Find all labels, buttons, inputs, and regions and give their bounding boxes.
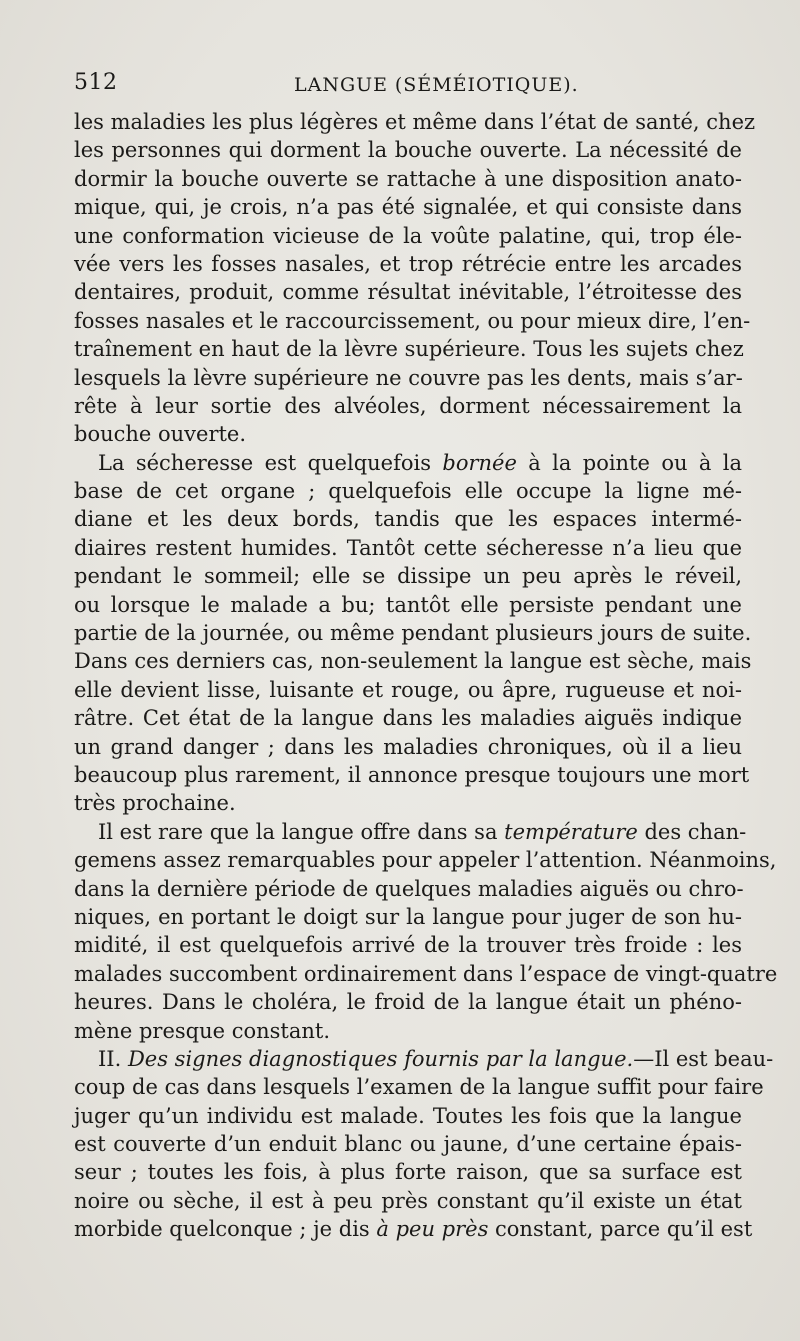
text-line: coup de cas dans lesquels l’examen de la langue suffit pour faire: [74, 1075, 764, 1100]
text-line: bouche ouverte.: [74, 422, 247, 447]
section-heading-italic: Des signes diagnostiques fournis par la langue.: [127, 1046, 634, 1071]
text-line: beaucoup plus rarement, il annonce presque toujours une mort: [74, 762, 750, 787]
text-line: midité, il est quelquefois arrivé de la trouver très froide : les: [74, 933, 742, 958]
running-title-main: LANGUE: [294, 74, 389, 96]
text-line: les maladies les plus légères et même dans l’état de santé, chez: [74, 110, 756, 134]
text-line: heures. Dans le choléra, le froid de la langue était un phéno-: [74, 990, 742, 1015]
text-line: vée vers les fosses nasales, et trop rétrécie entre les arcades: [74, 251, 742, 276]
italic-text: température: [504, 819, 638, 844]
text-line: gemens assez remarquables pour appeler l’attention. Néanmoins,: [74, 848, 777, 873]
text-line: pendant le sommeil; elle se dissipe un peu après le réveil,: [74, 564, 742, 589]
text-line: ou lorsque le malade a bu; tantôt elle persiste pendant une: [74, 592, 742, 617]
running-title: [294, 72, 579, 96]
text-line: est couverte d’un enduit blanc ou jaune, d’une certaine épais-: [74, 1132, 742, 1157]
italic-text: bornée: [442, 450, 517, 475]
text-line: mique, qui, je crois, n’a pas été signalée, et qui consiste dans: [74, 195, 742, 220]
text-line: morbide quelconque ; je dis à peu près constant, parce qu’il est: [74, 1217, 753, 1242]
paragraph-start-line: Il est rare que la langue offre dans sa température des chan-: [98, 819, 747, 844]
text-line: diaires restent humides. Tantôt cette sécheresse n’a lieu que: [74, 535, 742, 560]
page-header: [74, 70, 744, 102]
text-line: juger qu’un individu est malade. Toutes les fois que la langue: [74, 1103, 742, 1128]
text-line: traînement en haut de la lèvre supérieure. Tous les sujets chez: [74, 337, 744, 362]
text-line: noire ou sèche, il est à peu près constant qu’il existe un état: [74, 1188, 742, 1213]
text-line: mène presque constant.: [74, 1018, 331, 1043]
italic-text: à peu près: [376, 1217, 489, 1242]
text-line: fosses nasales et le raccourcissement, ou pour mieux dire, l’en-: [74, 308, 751, 333]
text-line: une conformation vicieuse de la voûte palatine, qui, trop éle-: [74, 223, 742, 248]
text-line: dans la dernière période de quelques maladies aiguës ou chro-: [74, 876, 744, 901]
running-title-sub: (SÉMÉIOTIQUE).: [394, 74, 579, 96]
text-line: râtre. Cet état de la langue dans les maladies aiguës indique: [74, 706, 742, 731]
text-line: un grand danger ; dans les maladies chroniques, où il a lieu: [74, 734, 742, 759]
text-line: très prochaine.: [74, 791, 236, 816]
text-line: partie de la journée, ou même pendant plusieurs jours de suite.: [74, 621, 752, 646]
text-line: dormir la bouche ouverte se rattache à une disposition anato-: [74, 166, 742, 191]
text-line: rête à leur sortie des alvéoles, dorment nécessairement la: [74, 393, 742, 418]
text-line: seur ; toutes les fois, à plus forte raison, que sa surface est: [74, 1160, 742, 1185]
text-line: niques, en portant le doigt sur la langue pour juger de son hu-: [74, 904, 742, 929]
text-line: malades succombent ordinairement dans l’espace de vingt-quatre: [74, 961, 778, 986]
text-line: dentaires, produit, comme résultat inévitable, l’étroitesse des: [74, 280, 742, 305]
page-number: 512: [74, 70, 118, 95]
paragraph-start-line: La sécheresse est quelquefois bornée à la pointe ou à la: [98, 450, 742, 475]
text-line: diane et les deux bords, tandis que les espaces intermé-: [74, 507, 742, 532]
text-line: elle devient lisse, luisante et rouge, ou âpre, rugueuse et noi-: [74, 677, 742, 702]
text-line: Dans ces derniers cas, non-seulement la langue est sèche, mais: [74, 649, 752, 674]
body-text: [74, 108, 778, 1244]
text-line: lesquels la lèvre supérieure ne couvre pas les dents, mais s’ar-: [74, 365, 743, 390]
text-line: les personnes qui dorment la bouche ouverte. La nécessité de: [74, 138, 742, 163]
text-line: base de cet organe ; quelquefois elle occupe la ligne mé-: [74, 479, 742, 504]
section-heading-line: II. Des signes diagnostiques fournis par la langue.—Il est beau-: [98, 1046, 774, 1071]
